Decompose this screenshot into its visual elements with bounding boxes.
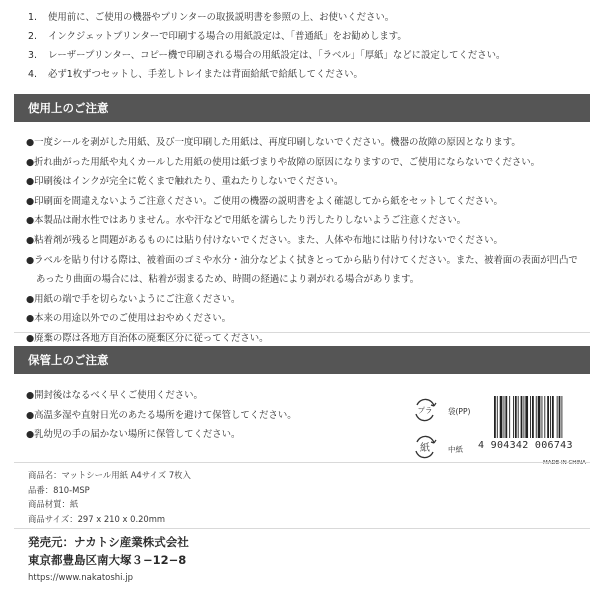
step-number: 3. (28, 50, 37, 61)
barcode-image (492, 396, 588, 444)
product-spec-block (28, 468, 191, 526)
caution-item: ●印刷面を間違えないようご注意ください。ご使用の機器の説明書をよく確認してから紙をセットしてください。 (26, 195, 503, 207)
usage-steps-list (28, 8, 588, 84)
step-item (28, 46, 588, 65)
seller-name: 発売元：ナカトシ産業株式会社 (28, 535, 189, 549)
company-url: https://www.nakatoshi.jp (28, 573, 133, 583)
section-divider (14, 332, 590, 333)
caution-item: ●折れ曲がった用紙や丸くカールした用紙の使用は紙づまりや故障の原因になりますので、ご使用にならないでください。 (26, 156, 541, 168)
storage-item: ●高温多湿や直射日光のあたる場所を避けて保管してください。 (26, 409, 297, 421)
usage-cautions-list (26, 133, 596, 349)
section-divider (14, 528, 590, 529)
usage-cautions-heading: 使用上のご注意 (14, 94, 590, 122)
product-code: 品番：810-MSP (28, 484, 90, 495)
step-item (28, 65, 588, 84)
caution-item: ●本来の用途以外でのご使用はおやめください。 (26, 313, 232, 325)
step-text: インクジェットプリンターで印刷する場合の用紙設定は、「普通紙」をお勧めします。 (48, 31, 407, 42)
caution-item: ●ラベルを貼り付ける際は、被着面のゴミや水分・油分などよく拭きとってから貼り付けてください。また、被着面の表面が凹凸で (26, 254, 578, 266)
product-size: 商品サイズ：297 x 210 x 0.20mm (28, 513, 166, 524)
plastic-recycle-icon (412, 397, 438, 423)
caution-item-continuation: あったり曲面の場合には、粘着が弱まるため、時間の経過により剥がれる場合があります。 (36, 274, 420, 286)
paper-part-label: 中紙 (448, 445, 463, 454)
section-divider (14, 462, 590, 463)
barcode-number: 4 904342 006743 (478, 440, 573, 451)
product-material: 商品材質：紙 (28, 499, 79, 510)
storage-item: ●乳幼児の手の届かない場所に保管してください。 (26, 429, 241, 441)
step-text: レーザープリンター、コピー機で印刷される場合の用紙設定は、「ラベル」「厚紙」などに設定してください。 (48, 50, 506, 61)
caution-item: ●用紙の端で手を切らないようにご注意ください。 (26, 293, 241, 305)
step-number: 1. (28, 12, 37, 23)
caution-item: ●粘着剤が残ると問題があるものには貼り付けないでください。また、人体や布地には貼り付けないでください。 (26, 234, 503, 246)
step-number: 2. (28, 31, 37, 42)
caution-item: ●廃棄の際は各地方自治体の廃棄区分に従ってください。 (26, 332, 269, 344)
paper-mark-text: 紙 (420, 443, 430, 454)
plastic-part-label: 袋(PP) (448, 407, 471, 416)
caution-item: ●一度シールを剥がした用紙、及び一度印刷した用紙は、再度印刷しないでください。機器の故障の原因となります。 (26, 137, 521, 148)
product-name: 商品名：マットシール用紙 A4サイズ 7枚入 (28, 470, 191, 480)
step-text: 必ず1枚ずつセットし、手差しトレイまたは背面給紙で給紙してください。 (48, 69, 363, 80)
seller-address: 東京都豊島区南大塚３−12−8 (28, 553, 187, 567)
step-text: 使用前に、ご使用の機器やプリンターの取扱説明書を参照の上、お使いください。 (48, 12, 395, 23)
plastic-mark-text: プラ (417, 406, 433, 415)
caution-item: ●本製品は耐水性ではありません。水や汗などで用紙を濡らしたり汚したりしないようご注意ください。 (26, 215, 466, 227)
storage-cautions-heading: 保管上のご注意 (14, 346, 590, 374)
paper-recycle-icon (412, 434, 438, 460)
step-item (28, 27, 588, 46)
company-block (28, 533, 189, 586)
step-item (28, 8, 588, 27)
step-number: 4. (28, 69, 37, 80)
caution-item: ●印刷後はインクが完全に乾くまで触れたり、重ねたりしないでください。 (26, 176, 344, 188)
storage-item: ●開封後はなるべく早くご使用ください。 (26, 390, 203, 401)
made-in-label: MADE IN CHINA (543, 460, 586, 466)
